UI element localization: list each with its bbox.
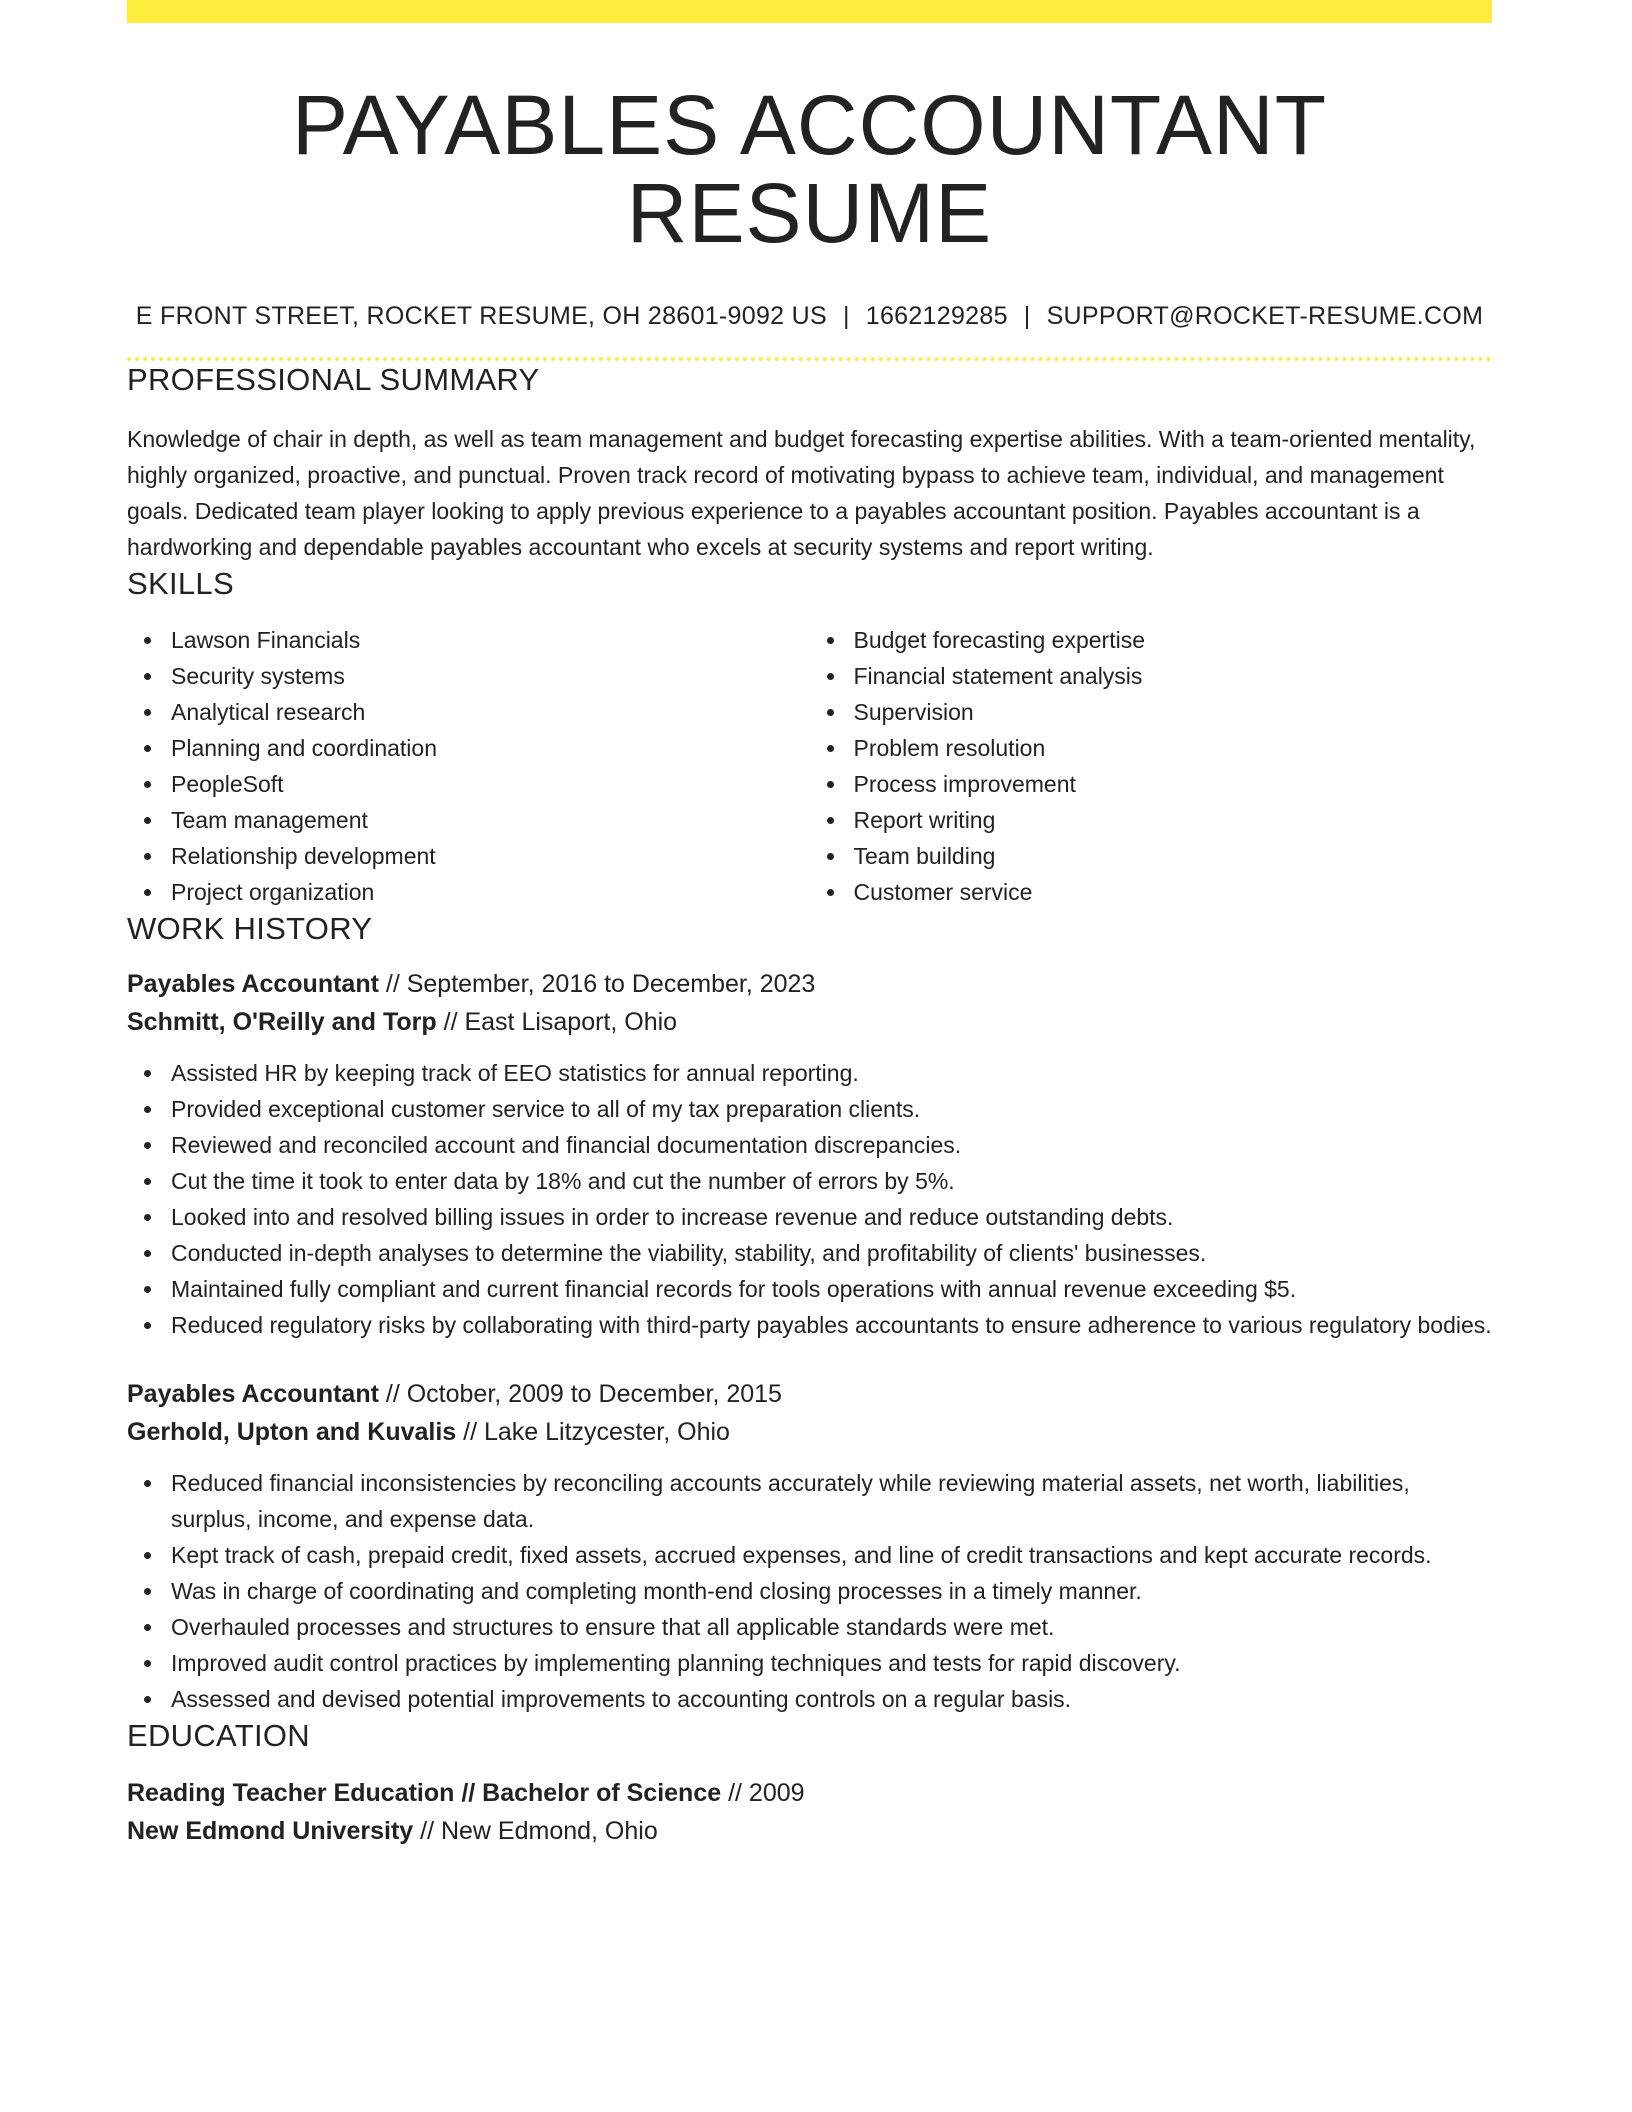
job-duty: Reduced financial inconsistencies by reconciling accounts accurately while reviewing material assets, net worth, liabilities, surplus, income, and expense data.	[171, 1465, 1492, 1537]
skill-item: Budget forecasting expertise	[854, 622, 1493, 658]
skill-item: Relationship development	[171, 838, 810, 874]
skill-item: Security systems	[171, 658, 810, 694]
skill-item: Lawson Financials	[171, 622, 810, 658]
job-duty: Assisted HR by keeping track of EEO statistics for annual reporting.	[171, 1055, 1492, 1091]
job-entry	[127, 965, 1492, 1343]
job-duties-list	[127, 1055, 1492, 1343]
job-company: Schmitt, O'Reilly and Torp	[127, 1007, 437, 1036]
job-company-line	[127, 1003, 1492, 1041]
job-location: // East Lisaport, Ohio	[436, 1007, 678, 1036]
education-location: // New Edmond, Ohio	[413, 1817, 658, 1846]
skills-column-left	[127, 622, 810, 910]
summary-heading: PROFESSIONAL SUMMARY	[127, 362, 540, 398]
skill-item: Problem resolution	[854, 730, 1493, 766]
job-duty: Reduced regulatory risks by collaborating with third-party payables accountants to ensure adherence to various regulatory bodies.	[171, 1307, 1492, 1343]
job-duty: Assessed and devised potential improvements to accounting controls on a regular basis.	[171, 1681, 1492, 1717]
summary-text: Knowledge of chair in depth, as well as team management and budget forecasting expertise abilities. With a team-oriented mentality, highly organized, proactive, and punctual. Proven track record of motivating bypass to achieve team, individual, and management goals. Dedicated team player looking to apply previous experience to a payables accountant position. Payables accountant is a hardworking and dependable payables accountant who excels at security systems and report writing.	[127, 425, 1476, 560]
job-company-line	[127, 1413, 1492, 1451]
job-duty: Kept track of cash, prepaid credit, fixed assets, accrued expenses, and line of credit transactions and kept accurate records.	[171, 1537, 1492, 1573]
skill-item: Customer service	[854, 874, 1493, 910]
job-duty: Reviewed and reconciled account and financial documentation discrepancies.	[171, 1127, 1492, 1163]
skill-item: Team building	[854, 838, 1493, 874]
skill-item: Team management	[171, 802, 810, 838]
skills-heading: SKILLS	[127, 565, 234, 601]
job-duty: Provided exceptional customer service to all of my tax preparation clients.	[171, 1091, 1492, 1127]
resume-page	[127, 0, 1492, 1850]
contact-email[interactable]: SUPPORT@ROCKET-RESUME.COM	[1046, 302, 1484, 331]
job-duty: Maintained fully compliant and current financial records for tools operations with annual revenue exceeding $5.	[171, 1271, 1492, 1307]
job-duty: Cut the time it took to enter data by 18% and cut the number of errors by 5%.	[171, 1163, 1492, 1199]
education-degree: Reading Teacher Education // Bachelor of Science	[127, 1779, 722, 1808]
resume-title: PAYABLES ACCOUNTANT RESUME	[292, 78, 1327, 261]
education-heading: EDUCATION	[127, 1717, 310, 1753]
skill-item: Analytical research	[171, 694, 810, 730]
skill-item: Supervision	[854, 694, 1493, 730]
skill-item: Financial statement analysis	[854, 658, 1493, 694]
job-title: Payables Accountant	[127, 969, 379, 998]
education-school: New Edmond University	[127, 1817, 414, 1846]
education-school-line	[127, 1812, 1492, 1850]
job-duty: Looked into and resolved billing issues in order to increase revenue and reduce outstanding debts.	[171, 1199, 1492, 1235]
skill-item: Process improvement	[854, 766, 1493, 802]
job-title-line	[127, 965, 1492, 1003]
contact-separator: |	[1023, 302, 1031, 331]
job-dates: // September, 2016 to December, 2023	[378, 969, 816, 998]
education-degree-line	[127, 1774, 1492, 1812]
education-year: // 2009	[721, 1779, 805, 1808]
job-title: Payables Accountant	[127, 1379, 379, 1408]
contact-address: E FRONT STREET, ROCKET RESUME, OH 28601-9092 US	[135, 302, 827, 331]
skill-item: Project organization	[171, 874, 810, 910]
job-duty: Improved audit control practices by implementing planning techniques and tests for rapid discovery.	[171, 1645, 1492, 1681]
job-duties-list	[127, 1465, 1492, 1717]
job-duty: Conducted in-depth analyses to determine the viability, stability, and profitability of clients' businesses.	[171, 1235, 1492, 1271]
job-company: Gerhold, Upton and Kuvalis	[127, 1417, 457, 1446]
work-history-heading: WORK HISTORY	[127, 910, 373, 946]
contact-phone: 1662129285	[865, 302, 1008, 331]
contact-separator: |	[842, 302, 850, 331]
skills-column-right	[810, 622, 1493, 910]
contact-line	[127, 301, 1492, 331]
job-location: // Lake Litzycester, Ohio	[456, 1417, 730, 1446]
job-duty: Overhauled processes and structures to ensure that all applicable standards were met.	[171, 1609, 1492, 1645]
job-duty: Was in charge of coordinating and completing month-end closing processes in a timely manner.	[171, 1573, 1492, 1609]
skill-item: Planning and coordination	[171, 730, 810, 766]
job-dates: // October, 2009 to December, 2015	[378, 1379, 782, 1408]
job-title-line	[127, 1375, 1492, 1413]
skills-list	[127, 622, 1492, 910]
skill-item: PeopleSoft	[171, 766, 810, 802]
job-entry	[127, 1375, 1492, 1717]
skill-item: Report writing	[854, 802, 1493, 838]
top-accent-bar	[127, 0, 1492, 23]
